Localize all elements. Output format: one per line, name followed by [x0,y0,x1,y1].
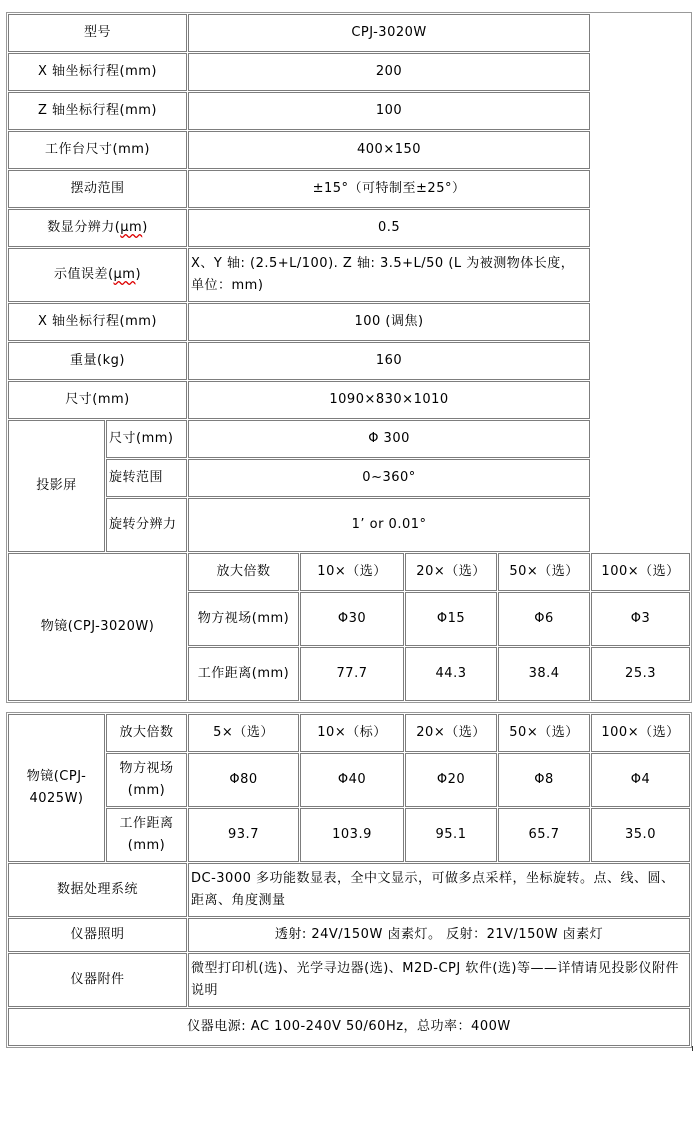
label-objective2-group: 物镜(CPJ-4025W) [8,714,105,862]
row-size [8,381,690,419]
value-data-processing: DC-3000 多功能数显表，全中文显示，可做多点采样，坐标旋转。点、线、圆、距离、角度测量 [188,863,690,917]
obj1-distance-cell: 25.3 [591,647,690,701]
label-size: 尺寸(mm) [8,381,187,419]
value-screen-size: Φ 300 [188,420,590,458]
spec-table [6,12,692,703]
obj2-distance-cell: 93.7 [188,808,299,862]
value-rotation-range: 0~360° [188,459,590,497]
row-obj2-distance [8,808,690,862]
label-obj1-magnification: 放大倍数 [188,553,299,591]
obj2-field-cell: Φ40 [300,753,404,807]
obj1-mag-cell: 100×（选） [591,553,690,591]
label-obj1-distance: 工作距离(mm) [188,647,299,701]
label-error [8,248,187,302]
row-error [8,248,690,302]
label-objective1-group: 物镜(CPJ-3020W) [8,553,187,701]
obj2-mag-cell: 20×（选） [405,714,497,752]
row-data-processing [8,863,690,917]
row-resolution [8,209,690,247]
obj2-field-cell: Φ8 [498,753,590,807]
value-x-travel: 200 [188,53,590,91]
row-screen-size [8,420,690,458]
value-power: 仪器电源: AC 100-240V 50/60Hz，总功率：400W [8,1008,690,1046]
value-accessories: 微型打印机(选)、光学寻边器(选)、M2D-CPJ 软件(选)等——详情请见投影仪附件说明 [188,953,690,1007]
label-obj1-field: 物方视场(mm) [188,592,299,646]
value-error: X、Y 轴: (2.5+L/100). Z 轴: 3.5+L/50 (L 为被测物体长度，单位：mm) [188,248,590,302]
obj1-field-cell: Φ15 [405,592,497,646]
obj2-mag-cell: 5×（选） [188,714,299,752]
row-illumination [8,918,690,952]
label-table-size: 工作台尺寸(mm) [8,131,187,169]
label-obj2-magnification: 放大倍数 [106,714,187,752]
row-weight [8,342,690,380]
label-error-prefix: 示值误差( [53,267,114,282]
value-resolution: 0.5 [188,209,590,247]
value-rotation-resolution: 1’ or 0.01° [188,498,590,552]
value-table-size: 400×150 [188,131,590,169]
label-x-travel: X 轴坐标行程(mm) [8,53,187,91]
label-data-processing: 数据处理系统 [8,863,187,917]
obj1-field-cell: Φ6 [498,592,590,646]
spec-table-lower [6,712,692,1048]
label-swing: 摆动范围 [8,170,187,208]
value-z-travel: 100 [188,92,590,130]
row-z-travel [8,92,690,130]
label-resolution [8,209,187,247]
label-error-suffix: ) [135,267,142,282]
label-screen-group: 投影屏 [8,420,105,552]
label-x-travel-2: X 轴坐标行程(mm) [8,303,187,341]
value-model: CPJ-3020W [188,14,590,52]
row-model [8,14,690,52]
label-weight: 重量(kg) [8,342,187,380]
label-model: 型号 [8,14,187,52]
obj2-field-cell: Φ20 [405,753,497,807]
obj1-field-cell: Φ30 [300,592,404,646]
row-table-size [8,131,690,169]
row-obj2-magnification [8,714,690,752]
obj2-mag-cell: 100×（选） [591,714,690,752]
row-obj1-magnification [8,553,690,591]
obj2-distance-cell: 95.1 [405,808,497,862]
value-size: 1090×830×1010 [188,381,590,419]
obj2-field-cell: Φ4 [591,753,690,807]
row-screen-rotation-range [8,459,690,497]
edge-mark [692,1046,693,1051]
obj2-distance-cell: 103.9 [300,808,404,862]
row-power [8,1008,690,1046]
label-z-travel: Z 轴坐标行程(mm) [8,92,187,130]
value-swing: ±15°（可特制至±25°） [188,170,590,208]
obj1-distance-cell: 44.3 [405,647,497,701]
label-screen-size: 尺寸(mm) [106,420,187,458]
value-weight: 160 [188,342,590,380]
row-accessories [8,953,690,1007]
label-obj2-field: 物方视场(mm) [106,753,187,807]
row-swing [8,170,690,208]
label-error-unit: μm [113,267,136,282]
label-resolution-suffix: ) [142,220,148,235]
obj1-distance-cell: 38.4 [498,647,590,701]
label-rotation-resolution: 旋转分辨力 [106,498,187,552]
label-obj2-distance: 工作距离(mm) [106,808,187,862]
row-obj2-field [8,753,690,807]
label-accessories: 仪器附件 [8,953,187,1007]
row-screen-rotation-resolution [8,498,690,552]
obj1-mag-cell: 10×（选） [300,553,404,591]
obj1-mag-cell: 20×（选） [405,553,497,591]
label-resolution-unit: μm [120,220,143,235]
row-x-travel-2 [8,303,690,341]
obj2-mag-cell: 50×（选） [498,714,590,752]
obj2-field-cell: Φ80 [188,753,299,807]
row-x-travel [8,53,690,91]
obj2-distance-cell: 35.0 [591,808,690,862]
value-illumination: 透射: 24V/150W 卤素灯。 反射：21V/150W 卤素灯 [188,918,690,952]
label-illumination: 仪器照明 [8,918,187,952]
label-resolution-prefix: 数显分辨力( [47,220,121,235]
obj1-mag-cell: 50×（选） [498,553,590,591]
obj1-field-cell: Φ3 [591,592,690,646]
obj1-distance-cell: 77.7 [300,647,404,701]
value-x-travel-2: 100 (调焦) [188,303,590,341]
obj2-distance-cell: 65.7 [498,808,590,862]
obj2-mag-cell: 10×（标） [300,714,404,752]
label-rotation-range: 旋转范围 [106,459,187,497]
